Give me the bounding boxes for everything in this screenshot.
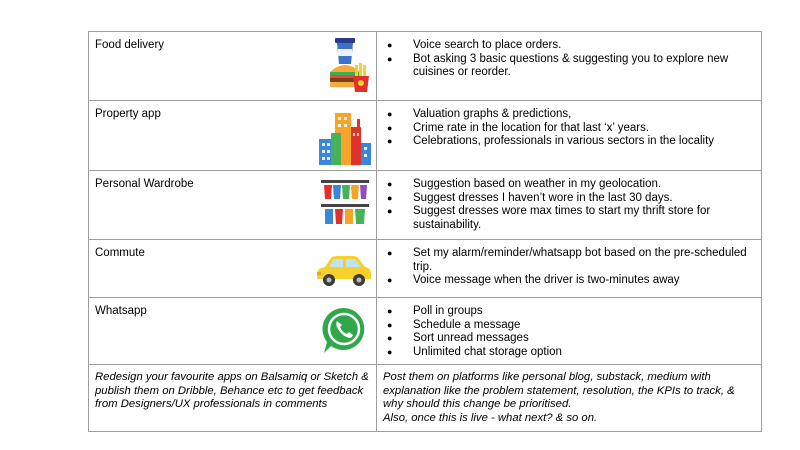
row-commute-features — [377, 240, 762, 298]
row-wardrobe-app — [89, 171, 377, 240]
feature-list-commute — [387, 247, 747, 288]
city-buildings-icon — [319, 113, 371, 165]
car-icon — [315, 254, 373, 288]
list-item: ● Suggest dresses wore max times to start my thrift store for sustainability. — [387, 205, 747, 232]
list-item: ● Schedule a message — [387, 319, 747, 333]
footer-right-cell — [377, 365, 762, 432]
list-item: ● Set my alarm/reminder/whatsapp bot based on the pre-scheduled trip. — [387, 247, 747, 274]
list-item: ● Unlimited chat storage option — [387, 346, 747, 360]
list-item: ● Celebrations, professionals in various sectors in the locality — [387, 135, 747, 149]
app-name-wardrobe: Personal Wardrobe — [95, 178, 194, 190]
row-commute-app — [89, 240, 377, 298]
footer-left-text: Redesign your favourite apps on Balsamiq or Sketch & publish them on Dribble, Behance etc to get feedback from Designers/UX professionals in comments — [95, 371, 369, 410]
list-item: ● Valuation graphs & predictions, — [387, 108, 747, 122]
footer-left-cell — [89, 365, 377, 432]
food-delivery-icon — [329, 38, 371, 92]
whatsapp-icon — [321, 306, 367, 356]
clothes-rack-icon — [321, 179, 369, 229]
list-item: ● Sort unread messages — [387, 332, 747, 346]
feature-list-whatsapp — [387, 305, 747, 359]
feature-list-property — [387, 108, 747, 149]
row-food-delivery-app — [89, 32, 377, 101]
app-name-whatsapp: Whatsapp — [95, 305, 147, 317]
list-item: ● Voice message when the driver is two-minutes away — [387, 274, 747, 288]
app-name-food-delivery: Food delivery — [95, 39, 165, 51]
app-name-commute: Commute — [95, 247, 145, 259]
feature-list-wardrobe — [387, 178, 747, 232]
list-item: ● Suggest dresses I haven’t wore in the last 30 days. — [387, 192, 747, 206]
row-food-delivery-features — [377, 32, 762, 101]
app-name-property: Property app — [95, 108, 161, 120]
row-whatsapp-app — [89, 298, 377, 365]
footer-right-text: Post them on platforms like personal blog, substack, medium with explanation like the problem statement, resolution, the KPIs to track, & why should this change be prioritised. Also, once this is live - what next? & so on. — [383, 371, 735, 424]
list-item: ● Crime rate in the location for that last ‘x’ years. — [387, 122, 747, 136]
feature-list-food-delivery — [387, 39, 747, 80]
list-item: ● Bot asking 3 basic questions & suggesting you to explore new cuisines or reorder. — [387, 53, 747, 80]
feature-table — [88, 31, 762, 432]
row-wardrobe-features — [377, 171, 762, 240]
list-item: ● Suggestion based on weather in my geolocation. — [387, 178, 747, 192]
list-item: ● Poll in groups — [387, 305, 747, 319]
row-property-app — [89, 101, 377, 171]
row-whatsapp-features — [377, 298, 762, 365]
list-item: ● Voice search to place orders. — [387, 39, 747, 53]
row-property-features — [377, 101, 762, 171]
